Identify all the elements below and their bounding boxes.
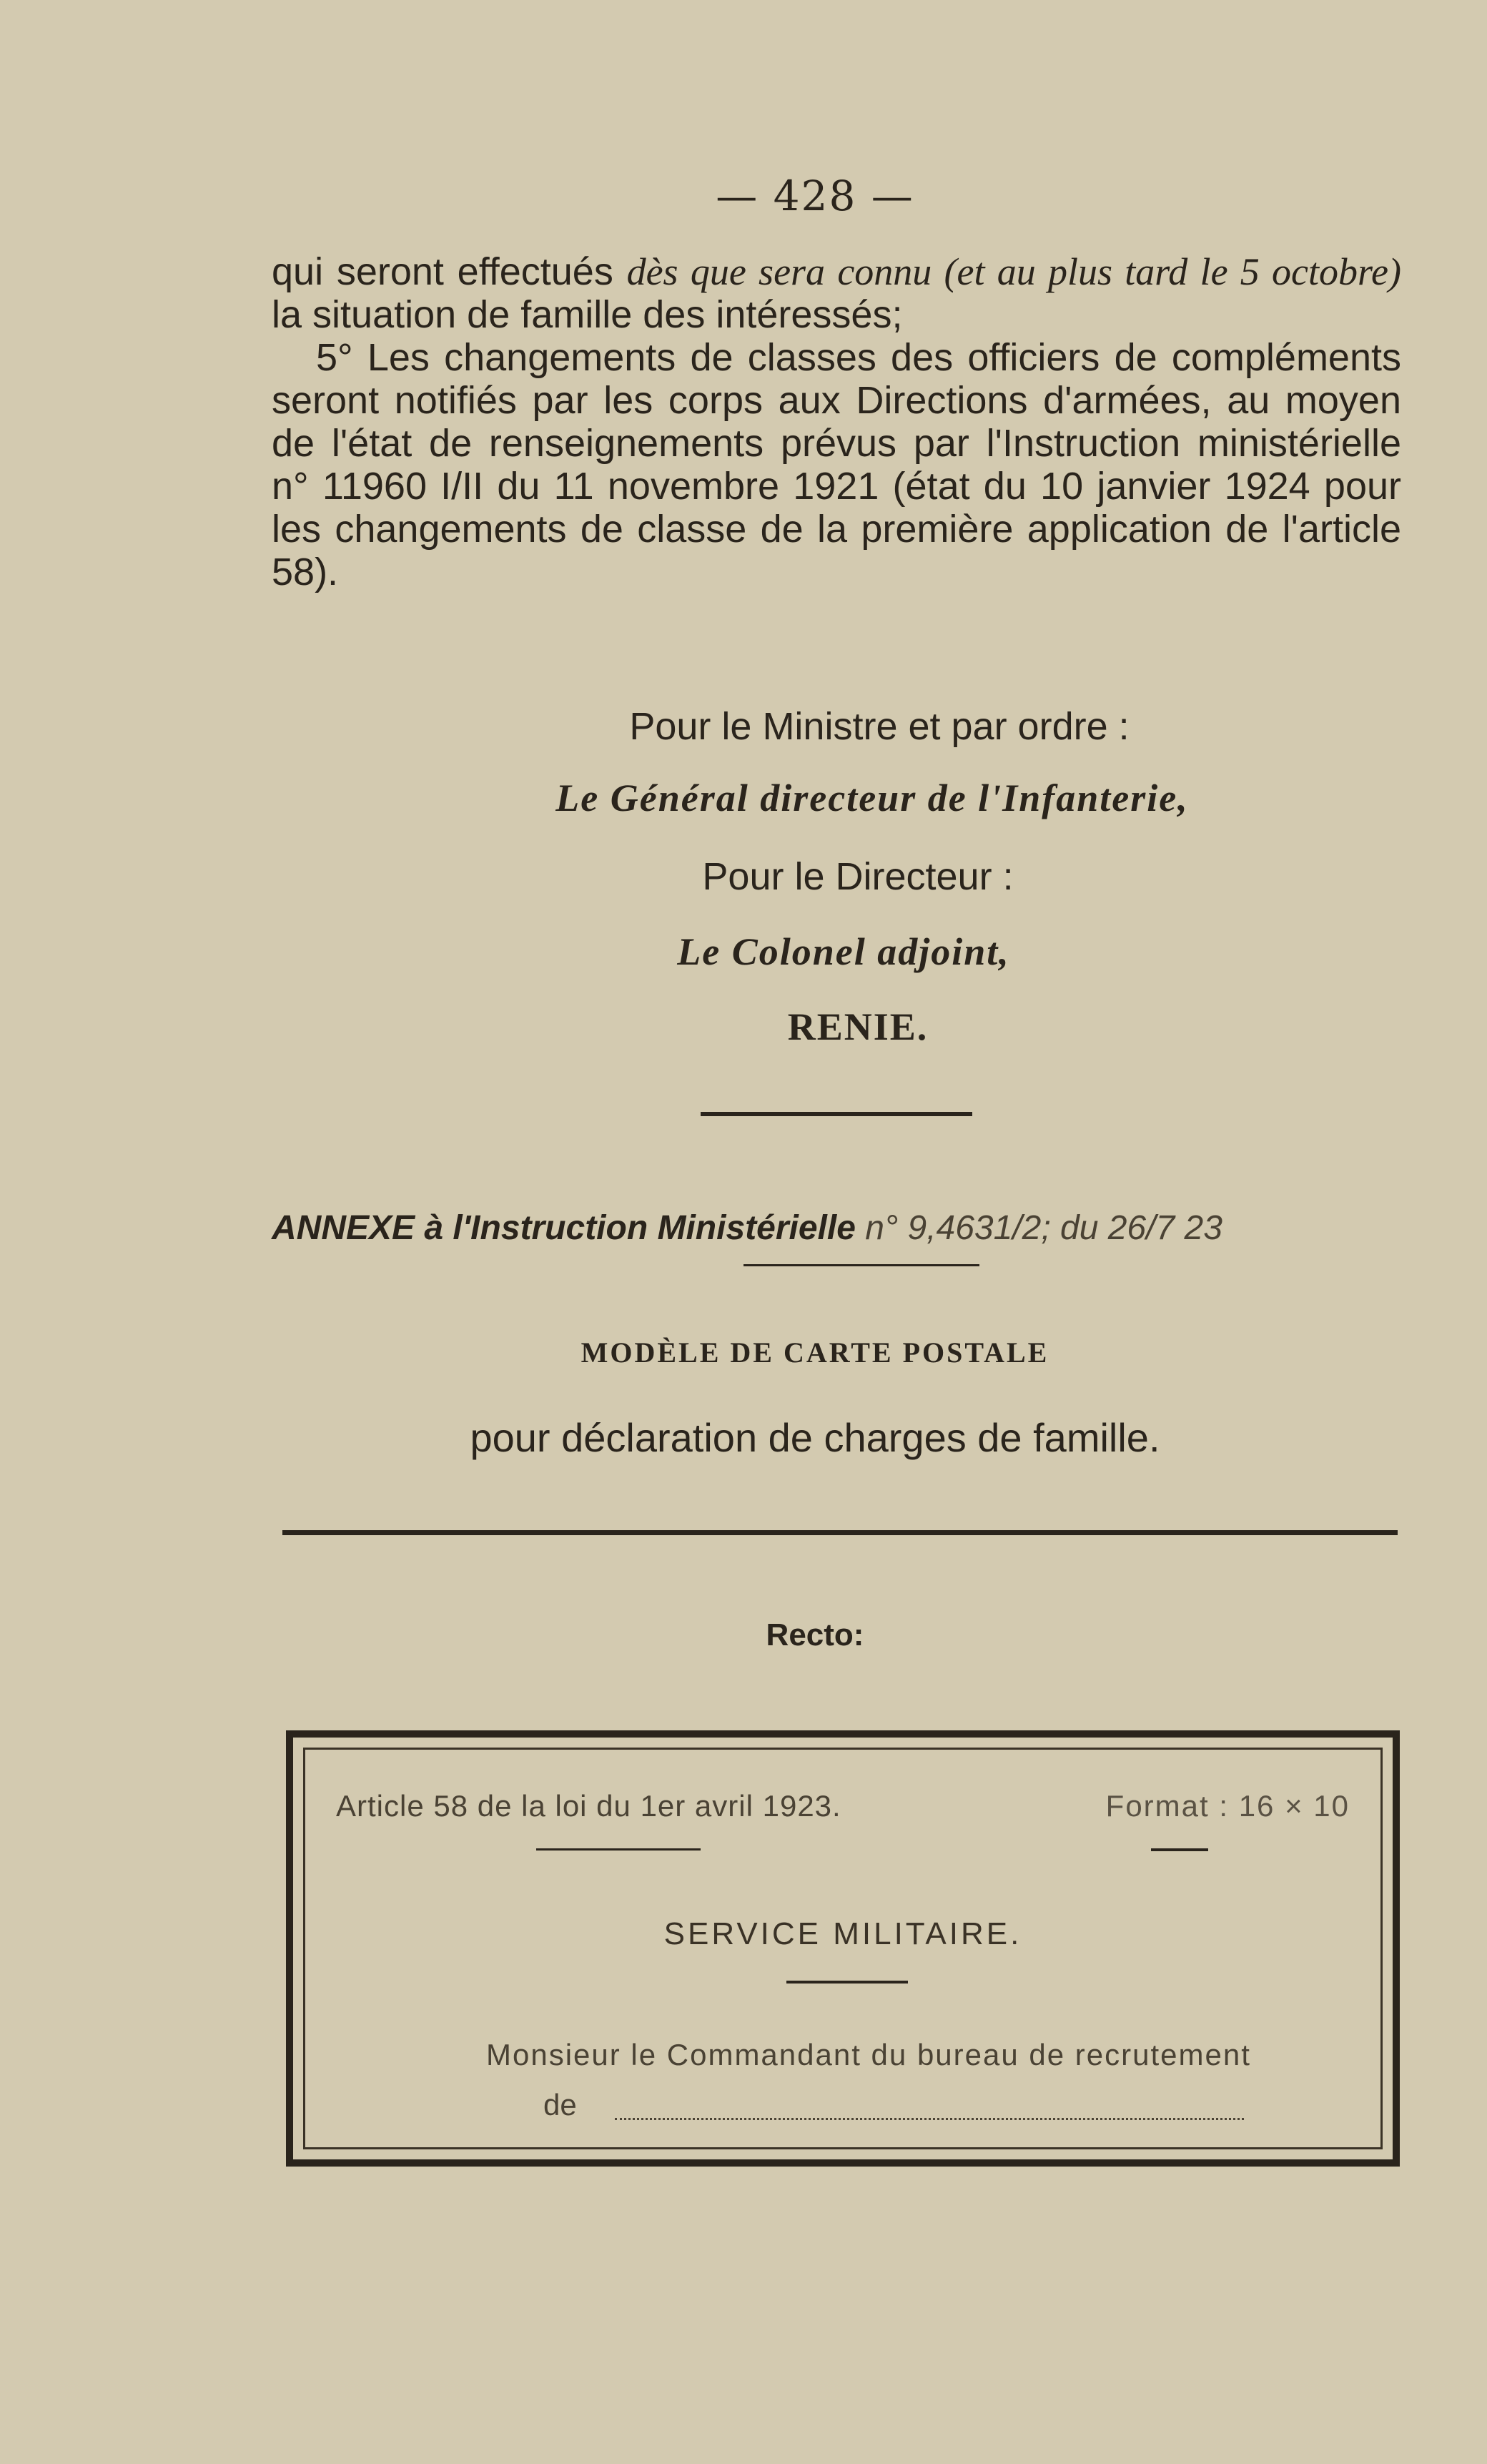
modele-subtitle: pour déclaration de charges de famille. <box>470 1415 1160 1460</box>
postcard-address-dotted-line <box>615 2118 1244 2120</box>
modele-title: MODÈLE DE CARTE POSTALE <box>581 1336 1049 1369</box>
postcard-frame <box>286 1730 1400 2167</box>
postcard-format: Format : 16 × 10 <box>1105 1789 1350 1823</box>
page-number: — 428 — <box>716 172 914 220</box>
postcard-article: Article 58 de la loi du 1er avril 1923. <box>336 1789 841 1823</box>
postcard-rule-center <box>786 1981 908 1983</box>
separator-rule <box>701 1112 972 1116</box>
annexe-reference: n° 9,4631/2; du 26/7 23 <box>865 1209 1222 1247</box>
body-text <box>272 250 1401 593</box>
postcard-addressee: Monsieur le Commandant du bureau de recrutement <box>486 2038 1251 2071</box>
postcard-service: SERVICE MILITAIRE. <box>663 1916 1022 1951</box>
annexe-label: ANNEXE à l'Instruction Ministérielle <box>272 1209 856 1247</box>
signature-line-5: RENIE. <box>787 1005 929 1048</box>
annexe-heading <box>272 1208 1401 1248</box>
recto-label: Recto: <box>766 1617 864 1652</box>
paragraph-2: 5° Les changements de classes des officiers de compléments seront notifiés par les corps aux Directions d'armées, au moyen de l'état de renseignements prévus par l'Instruction ministérielle n° 11960 I/II du 11 novembre 1921 (état du 10 janvier 1924 pour les changements de classe de la première application de l'article 58). <box>272 336 1401 593</box>
paragraph-1-end: la situation de famille des intéressés; <box>272 293 903 336</box>
paragraph-1-start: qui seront effectués <box>272 250 627 293</box>
signature-line-2: Le Général directeur de l'Infanterie, <box>555 777 1189 819</box>
section-rule <box>282 1530 1398 1535</box>
annexe-underline <box>744 1264 979 1266</box>
signature-line-4: Le Colonel adjoint, <box>677 930 1010 973</box>
postcard-rule-left <box>536 1848 701 1851</box>
paragraph-1 <box>272 250 1401 336</box>
paragraph-1-italic: dès que sera connu (et au plus tard le 5 octobre) <box>626 250 1401 293</box>
postcard-de: de <box>543 2088 577 2121</box>
signature-line-3: Pour le Directeur : <box>702 855 1014 898</box>
signature-line-1: Pour le Ministre et par ordre : <box>629 705 1130 748</box>
postcard-rule-right <box>1151 1848 1208 1851</box>
